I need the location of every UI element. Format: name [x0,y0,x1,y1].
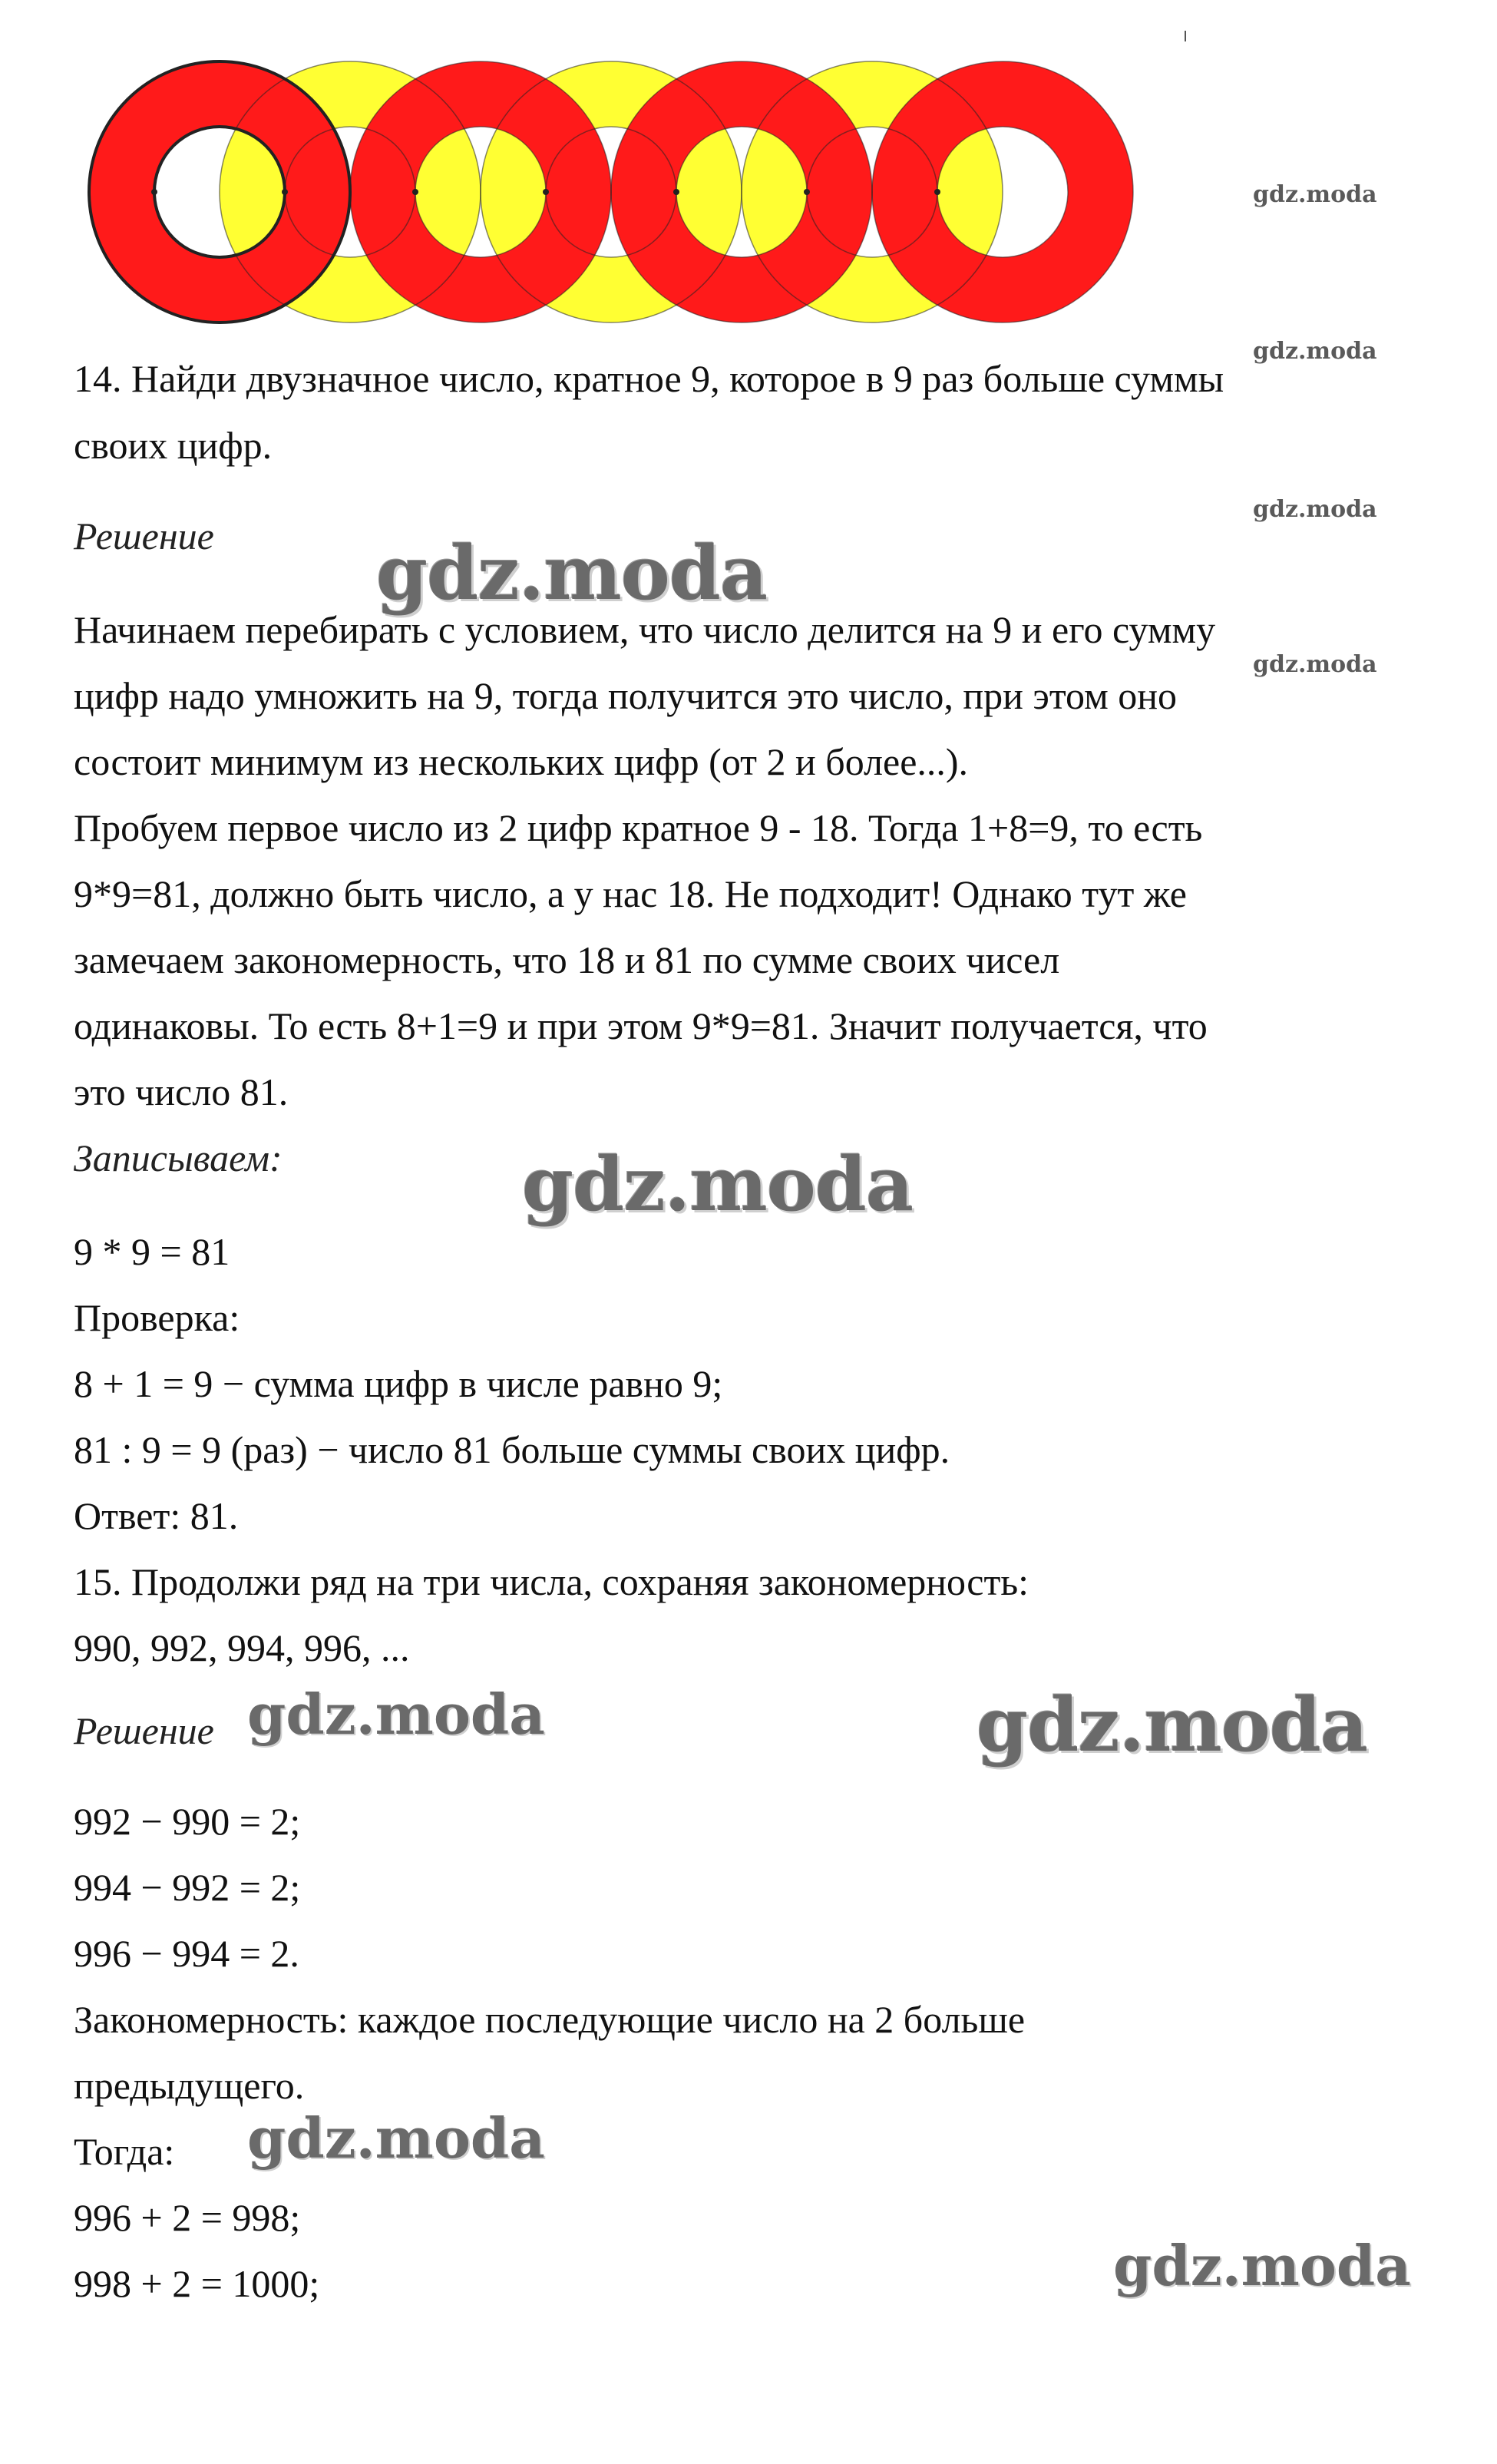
task14-body-line: Пробуем первое число из 2 цифр кратное 9 - 18. Тогда 1+8=9, то есть [74,806,1203,849]
task14-body-line: цифр надо умножить на 9, тогда получится это число, при этом оно [74,674,1177,717]
task14-body-line: замечаем закономерность, что 18 и 81 по сумме своих чисел [74,938,1060,981]
ring-dot [543,189,549,195]
task15-diff-line: 992 − 990 = 2; [74,1800,301,1843]
task14-body-line: 9*9=81, должно быть число, а у нас 18. Не подходит! Однако тут же [74,872,1187,915]
watermark-logo: gdz.moda [1253,338,1377,365]
ring-dot [934,189,940,195]
watermark-logo: gdz.moda [522,1141,914,1228]
ring-dot [151,189,157,195]
task15-pattern-line: Закономерность: каждое последующие число на 2 больше [74,1998,1026,2041]
task14-body-line: это число 81. [74,1070,289,1113]
task15-then-label: Тогда: [74,2130,175,2173]
task15-pattern-line: предыдущего. [74,2064,305,2107]
watermark-logo: gdz.moda [1113,2233,1411,2298]
ring-dot [282,189,288,195]
task14-check-line: 81 : 9 = 9 (раз) − число 81 больше суммы своих цифр. [74,1428,950,1471]
task14-record-label: Записываем: [74,1136,283,1179]
watermark-logo: gdz.moda [247,2105,545,2171]
task14-body-line: состоит минимум из нескольких цифр (от 2 и более...). [74,740,969,783]
task14-equation: 9 * 9 = 81 [74,1230,230,1273]
task15-diff-line: 994 − 992 = 2; [74,1866,301,1909]
task14-solution-label: Решение [74,514,214,557]
edge-tick-mark [1185,31,1186,41]
task15-title-line2: 990, 992, 994, 996, ... [74,1626,410,1669]
task14-title-line1: 14. Найди двузначное число, кратное 9, которое в 9 раз больше суммы [74,357,1224,400]
task15-diff-line: 996 − 994 = 2. [74,1932,299,1975]
task15-result-line: 996 + 2 = 998; [74,2196,301,2239]
task14-title-line2: своих цифр. [74,424,273,467]
task14-body-line: одинаковы. То есть 8+1=9 и при этом 9*9=81. Значит получается, что [74,1004,1208,1047]
overlapping-rings-figure [74,31,1225,338]
watermark-logo: gdz.moda [1253,496,1377,523]
watermark-logo: gdz.moda [977,1682,1368,1768]
ring-dot [804,189,810,195]
task15-solution-label: Решение [74,1709,214,1752]
watermark-logo: gdz.moda [376,530,768,617]
task15-title-line1: 15. Продолжи ряд на три числа, сохраняя закономерность: [74,1560,1029,1603]
task15-result-line: 998 + 2 = 1000; [74,2262,320,2305]
task14-body-line: Начинаем перебирать с условием, что число делится на 9 и его сумму [74,608,1216,651]
task14-check-label: Проверка: [74,1296,240,1339]
watermark-logo: gdz.moda [1253,181,1377,208]
ring-dot [673,189,679,195]
task14-check-line: 8 + 1 = 9 − сумма цифр в числе равно 9; [74,1362,723,1405]
ring-dot [412,189,418,195]
task14-answer: Ответ: 81. [74,1494,239,1537]
watermark-logo: gdz.moda [247,1682,545,1747]
watermark-logo: gdz.moda [1253,651,1377,678]
